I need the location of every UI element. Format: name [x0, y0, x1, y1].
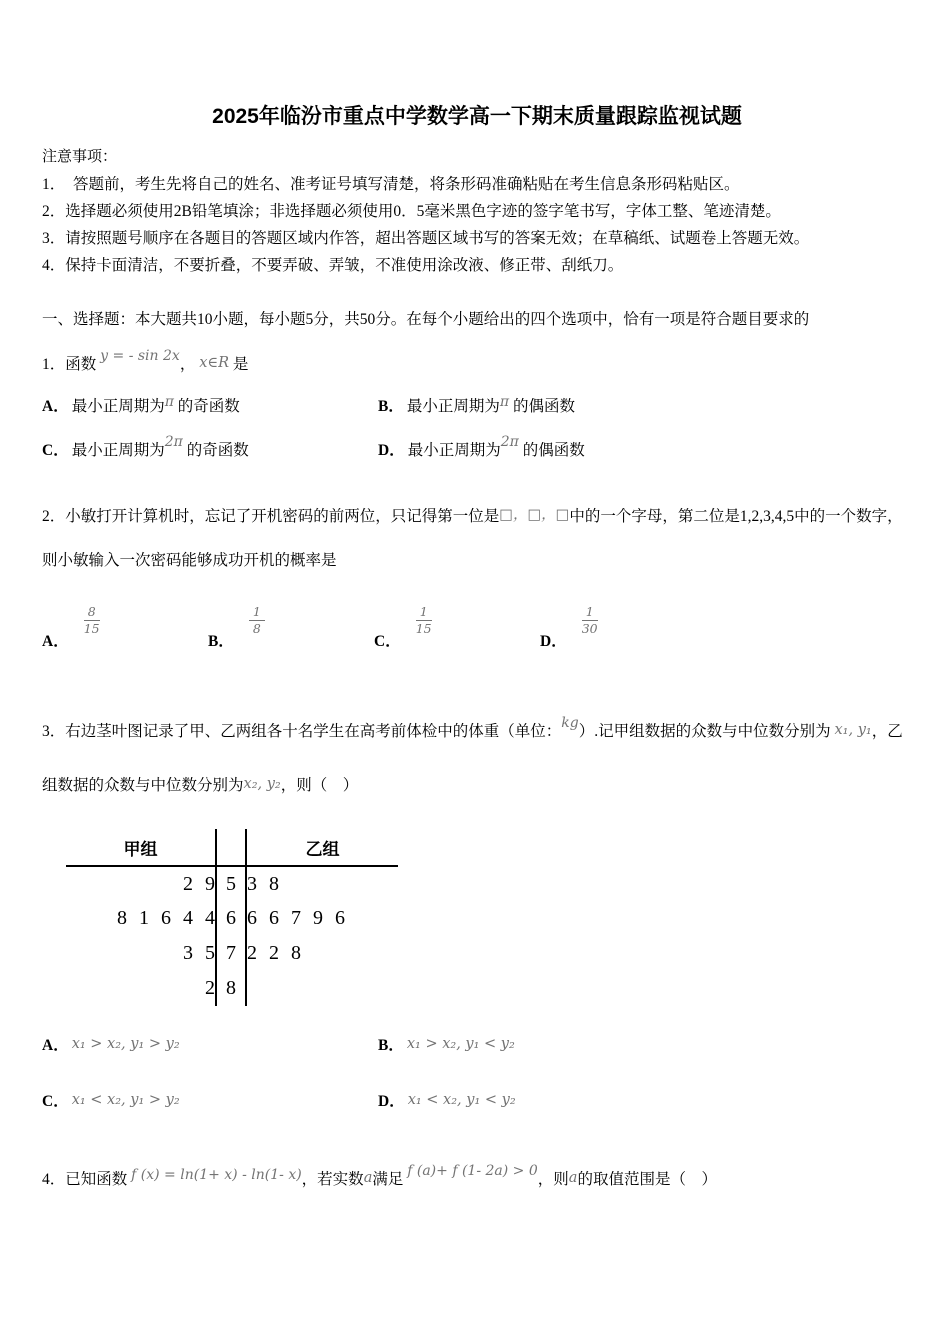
q2-text-1: 小敏打开计算机时，忘记了开机密码的前两位，只记得第一位是 [65, 508, 500, 525]
q4-formula-inequality: f (a)+ f (1- 2a) > 0 [407, 1163, 538, 1179]
q1-option-c-text2: 的奇函数 [186, 442, 249, 459]
q2-option-d-numerator: 1 [582, 605, 598, 621]
q1-option-a-text2: 的奇函数 [177, 398, 240, 415]
q1-option-b-label: B． [378, 398, 404, 415]
q3-option-c-math: x₁ < x₂, y₁ > y₂ [71, 1092, 180, 1108]
note-item-1: 1． 答题前，考生先将自己的姓名、准考证号填写清楚，将条形码准确粘贴在考生信息条形码粘贴区。 [42, 176, 740, 193]
q2-option-c-denominator: 15 [415, 621, 432, 636]
q3-text-1: 右边茎叶图记录了甲、乙两组各十名学生在高考前体检中的体重（单位： [65, 723, 562, 740]
q2-option-a-label: A． [42, 633, 69, 650]
q3-vars-group1: x₁, y₁ [834, 722, 872, 738]
q2-option-b [208, 603, 374, 651]
q1-option-a-text: 最小正周期为 [71, 398, 165, 415]
q4-text-4: ，则 [537, 1171, 569, 1188]
q4-text-1: 已知函数 [65, 1171, 128, 1188]
stemleaf-row-2 [66, 901, 398, 936]
q2-option-a [42, 603, 208, 651]
note-item-3: 3．请按照题号顺序在各题目的答题区域内作答，超出答题区域书写的答案无效；在草稿纸、试题卷上答题无效。 [42, 230, 810, 247]
q1-option-a [42, 393, 378, 421]
q3-text-3: ，乙组数据的众数与中位数分别为 [42, 723, 903, 794]
q4-number: 4． [42, 1171, 66, 1188]
stemleaf-stem: 7 [216, 936, 246, 971]
q2-option-b-denominator: 8 [252, 621, 261, 636]
question-2 [42, 495, 912, 583]
q3-option-c [42, 1088, 378, 1116]
q3-option-a-label: A． [42, 1037, 69, 1054]
question-4 [42, 1160, 912, 1200]
stemleaf-stem: 8 [216, 971, 246, 1006]
stemleaf-right-header: 乙组 [246, 829, 398, 866]
q3-option-b-math: x₁ > x₂, y₁ < y₂ [406, 1036, 515, 1052]
q3-text-2: ）.记甲组数据的众数与中位数分别为 [578, 723, 831, 740]
q2-text-3: 个数字，则小敏输入一次密码能够成功开机的概率是 [42, 508, 903, 569]
q2-option-d-label: D． [540, 633, 567, 650]
q2-option-a-denominator: 15 [83, 621, 100, 636]
q2-password-boxes: □，□，□ [499, 507, 570, 523]
q1-option-c-math: 2π [164, 434, 183, 450]
page-title: 2025年临汾市重点中学数学高一下期末质量跟踪监视试题 [212, 105, 742, 128]
q2-option-a-numerator: 8 [84, 605, 100, 621]
q2-option-c-label: C． [374, 633, 401, 650]
q1-option-a-label: A． [42, 398, 69, 415]
q2-options [42, 599, 912, 651]
q1-options [42, 393, 912, 465]
q2-option-d-fraction [582, 605, 598, 637]
q1-option-b-text: 最小正周期为 [406, 398, 500, 415]
stemleaf-stem: 5 [216, 866, 246, 901]
q1-option-d [378, 434, 912, 465]
q4-var-a: a [363, 1170, 373, 1186]
stemleaf-right-leaves: 6 6 7 9 6 [247, 907, 345, 929]
stemleaf-stem: 6 [216, 901, 246, 936]
section-one-header: 一、选择题：本大题共10小题，每小题5分，共50分。在每个小题给出的四个选项中，恰有一项是符合题目要求的 [42, 311, 810, 328]
q2-option-b-numerator: 1 [249, 605, 265, 621]
stemleaf-header-row [66, 829, 398, 866]
stemleaf-right-leaves: 3 8 [247, 872, 279, 895]
note-item-4: 4．保持卡面清洁，不要折叠，不要弄破、弄皱，不准使用涂改液、修正带、刮纸刀。 [42, 257, 624, 274]
q2-option-b-label: B． [208, 633, 234, 650]
q1-option-d-text2: 的偶函数 [522, 442, 585, 459]
q1-option-d-label: D． [378, 442, 405, 459]
q1-separator: ， [179, 356, 196, 373]
q2-option-d [540, 603, 706, 651]
stemleaf-left-leaves: 8 1 6 4 4 [117, 907, 215, 929]
q3-vars-group2: x₂, y₂ [243, 776, 281, 792]
q2-option-c-numerator: 1 [416, 605, 432, 621]
q4-text-2: ，若实数 [301, 1171, 364, 1188]
q1-option-a-math: π [164, 394, 174, 410]
q3-option-d-math: x₁ < x₂, y₁ < y₂ [407, 1092, 516, 1108]
q3-option-d [378, 1088, 912, 1116]
stemleaf-right-leaves: 2 2 8 [247, 942, 301, 964]
stemleaf-left-leaves: 2 [205, 977, 215, 999]
q1-text-post: 是 [232, 356, 249, 373]
question-3 [42, 705, 912, 813]
q2-option-b-fraction [249, 605, 265, 637]
q1-option-c-label: C． [42, 442, 69, 459]
stemleaf-left-leaves: 2 9 [183, 872, 215, 895]
stemleaf-row-1 [66, 866, 398, 901]
q2-number: 2． [42, 508, 66, 525]
q4-var-a-2: a [568, 1170, 578, 1186]
q3-option-c-label: C． [42, 1093, 69, 1110]
stemleaf-row-3 [66, 936, 398, 971]
notes-header: 注意事项： [42, 149, 118, 165]
q2-option-c-fraction [416, 605, 432, 637]
q1-option-b-text2: 的偶函数 [512, 398, 575, 415]
q3-unit-kg: kg [561, 715, 579, 731]
stem-leaf-plot [66, 829, 398, 1006]
q3-option-b [378, 1032, 912, 1060]
notes-section [42, 145, 912, 279]
q3-option-a [42, 1032, 378, 1060]
stemleaf-stem-header [216, 829, 246, 866]
q2-option-a-fraction [84, 605, 100, 637]
q4-formula-fx: f (x) = ln(1+ x) - ln(1- x) [131, 1167, 302, 1183]
q3-options [42, 1032, 912, 1116]
q3-text-4: ，则（ ） [280, 777, 359, 794]
q1-option-d-math: 2π [500, 434, 519, 450]
q1-text-pre: 函数 [65, 356, 97, 373]
q1-option-c [42, 434, 378, 465]
question-1 [42, 350, 912, 380]
note-item-2: 2．选择题必须使用2B铅笔填涂；非选择题必须使用0．5毫米黑色字迹的签字笔书写，字体工整、笔迹清楚。 [42, 203, 781, 220]
q1-option-c-text: 最小正周期为 [71, 442, 165, 459]
q2-text-2: 中的一个字母，第二位是1,2,3,4,5中的一 [569, 508, 841, 525]
q3-option-d-label: D． [378, 1093, 405, 1110]
stemleaf-row-4 [66, 971, 398, 1006]
q3-option-b-label: B． [378, 1037, 404, 1054]
q1-number: 1． [42, 356, 66, 373]
stemleaf-right-leaves [246, 971, 398, 1006]
q4-text-5: 的取值范围是（ ） [577, 1171, 717, 1188]
stemleaf-left-header: 甲组 [66, 829, 216, 866]
q1-option-b-math: π [499, 394, 510, 410]
q1-option-d-text: 最小正周期为 [407, 442, 501, 459]
stemleaf-left-leaves: 3 5 [183, 942, 215, 964]
q1-option-b [378, 393, 912, 421]
q1-formula: y = - sin 2x [100, 348, 180, 364]
q1-domain-formula: x∈R [199, 355, 230, 371]
q2-option-c [374, 603, 540, 651]
q2-option-d-denominator: 30 [581, 621, 598, 636]
q3-number: 3． [42, 723, 66, 740]
q3-option-a-math: x₁ > x₂, y₁ > y₂ [71, 1036, 180, 1052]
q4-text-3: 满足 [372, 1171, 404, 1188]
